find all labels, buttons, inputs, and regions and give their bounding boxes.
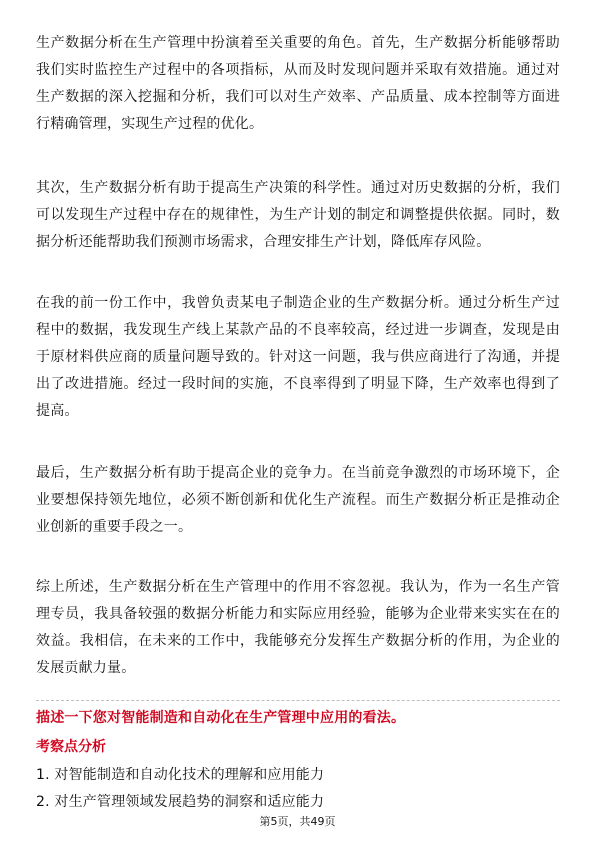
paragraph-5: 综上所述，生产数据分析在生产管理中的作用不容忽视。我认为，作为一名生产管理专员，我具备较强的数据分析能力和实际应用经验，能够为企业带来实实在在的效益。我相信，在未来的工作中，我能够充分发挥生产数据分析的作用，为企业的发展贡献力量。: [36, 579, 560, 676]
paragraph-3: 在我的前一份工作中，我曾负责某电子制造企业的生产数据分析。通过分析生产过程中的数据，我发现生产线上某款产品的不良率较高，经过进一步调查，发现是由于原材料供应商的质量问题导致的。针对这一问题，我与供应商进行了沟通，并提出了改进措施。经过一段时间的实施，不良率得到了明显下降，生产效率也得到了提高。: [36, 295, 560, 419]
paragraph-1: 生产数据分析在生产管理中扮演着至关重要的角色。首先，生产数据分析能够帮助我们实时监控生产过程中的各项指标，从而及时发现问题并采取有效措施。通过对生产数据的深入挖掘和分析，我们可以对生产效率、产品质量、成本控制等方面进行精确管理，实现生产过程的优化。: [36, 35, 560, 132]
paragraph-2: 其次，生产数据分析有助于提高生产决策的科学性。通过对历史数据的分析，我们可以发现生产过程中存在的规律性，为生产计划的制定和调整提供依据。同时，数据分析还能帮助我们预测市场需求，合理安排生产计划，降低库存风险。: [36, 180, 560, 250]
analysis-heading: 考察点分析: [36, 739, 106, 755]
page-number: 第5页，共49页: [259, 815, 336, 828]
paragraph-4: 最后，生产数据分析有助于提高企业的竞争力。在当前竞争激烈的市场环境下，企业要想保持领先地位，必须不断创新和优化生产流程。而生产数据分析正是推动企业创新的重要手段之一。: [36, 465, 560, 535]
section-divider: [36, 700, 560, 701]
analysis-point-1: 1. 对智能制造和自动化技术的理解和应用能力: [36, 767, 325, 783]
analysis-point-2: 2. 对生产管理领域发展趋势的洞察和适应能力: [36, 794, 325, 810]
interview-question: 描述一下您对智能制造和自动化在生产管理中应用的看法。: [36, 710, 406, 726]
